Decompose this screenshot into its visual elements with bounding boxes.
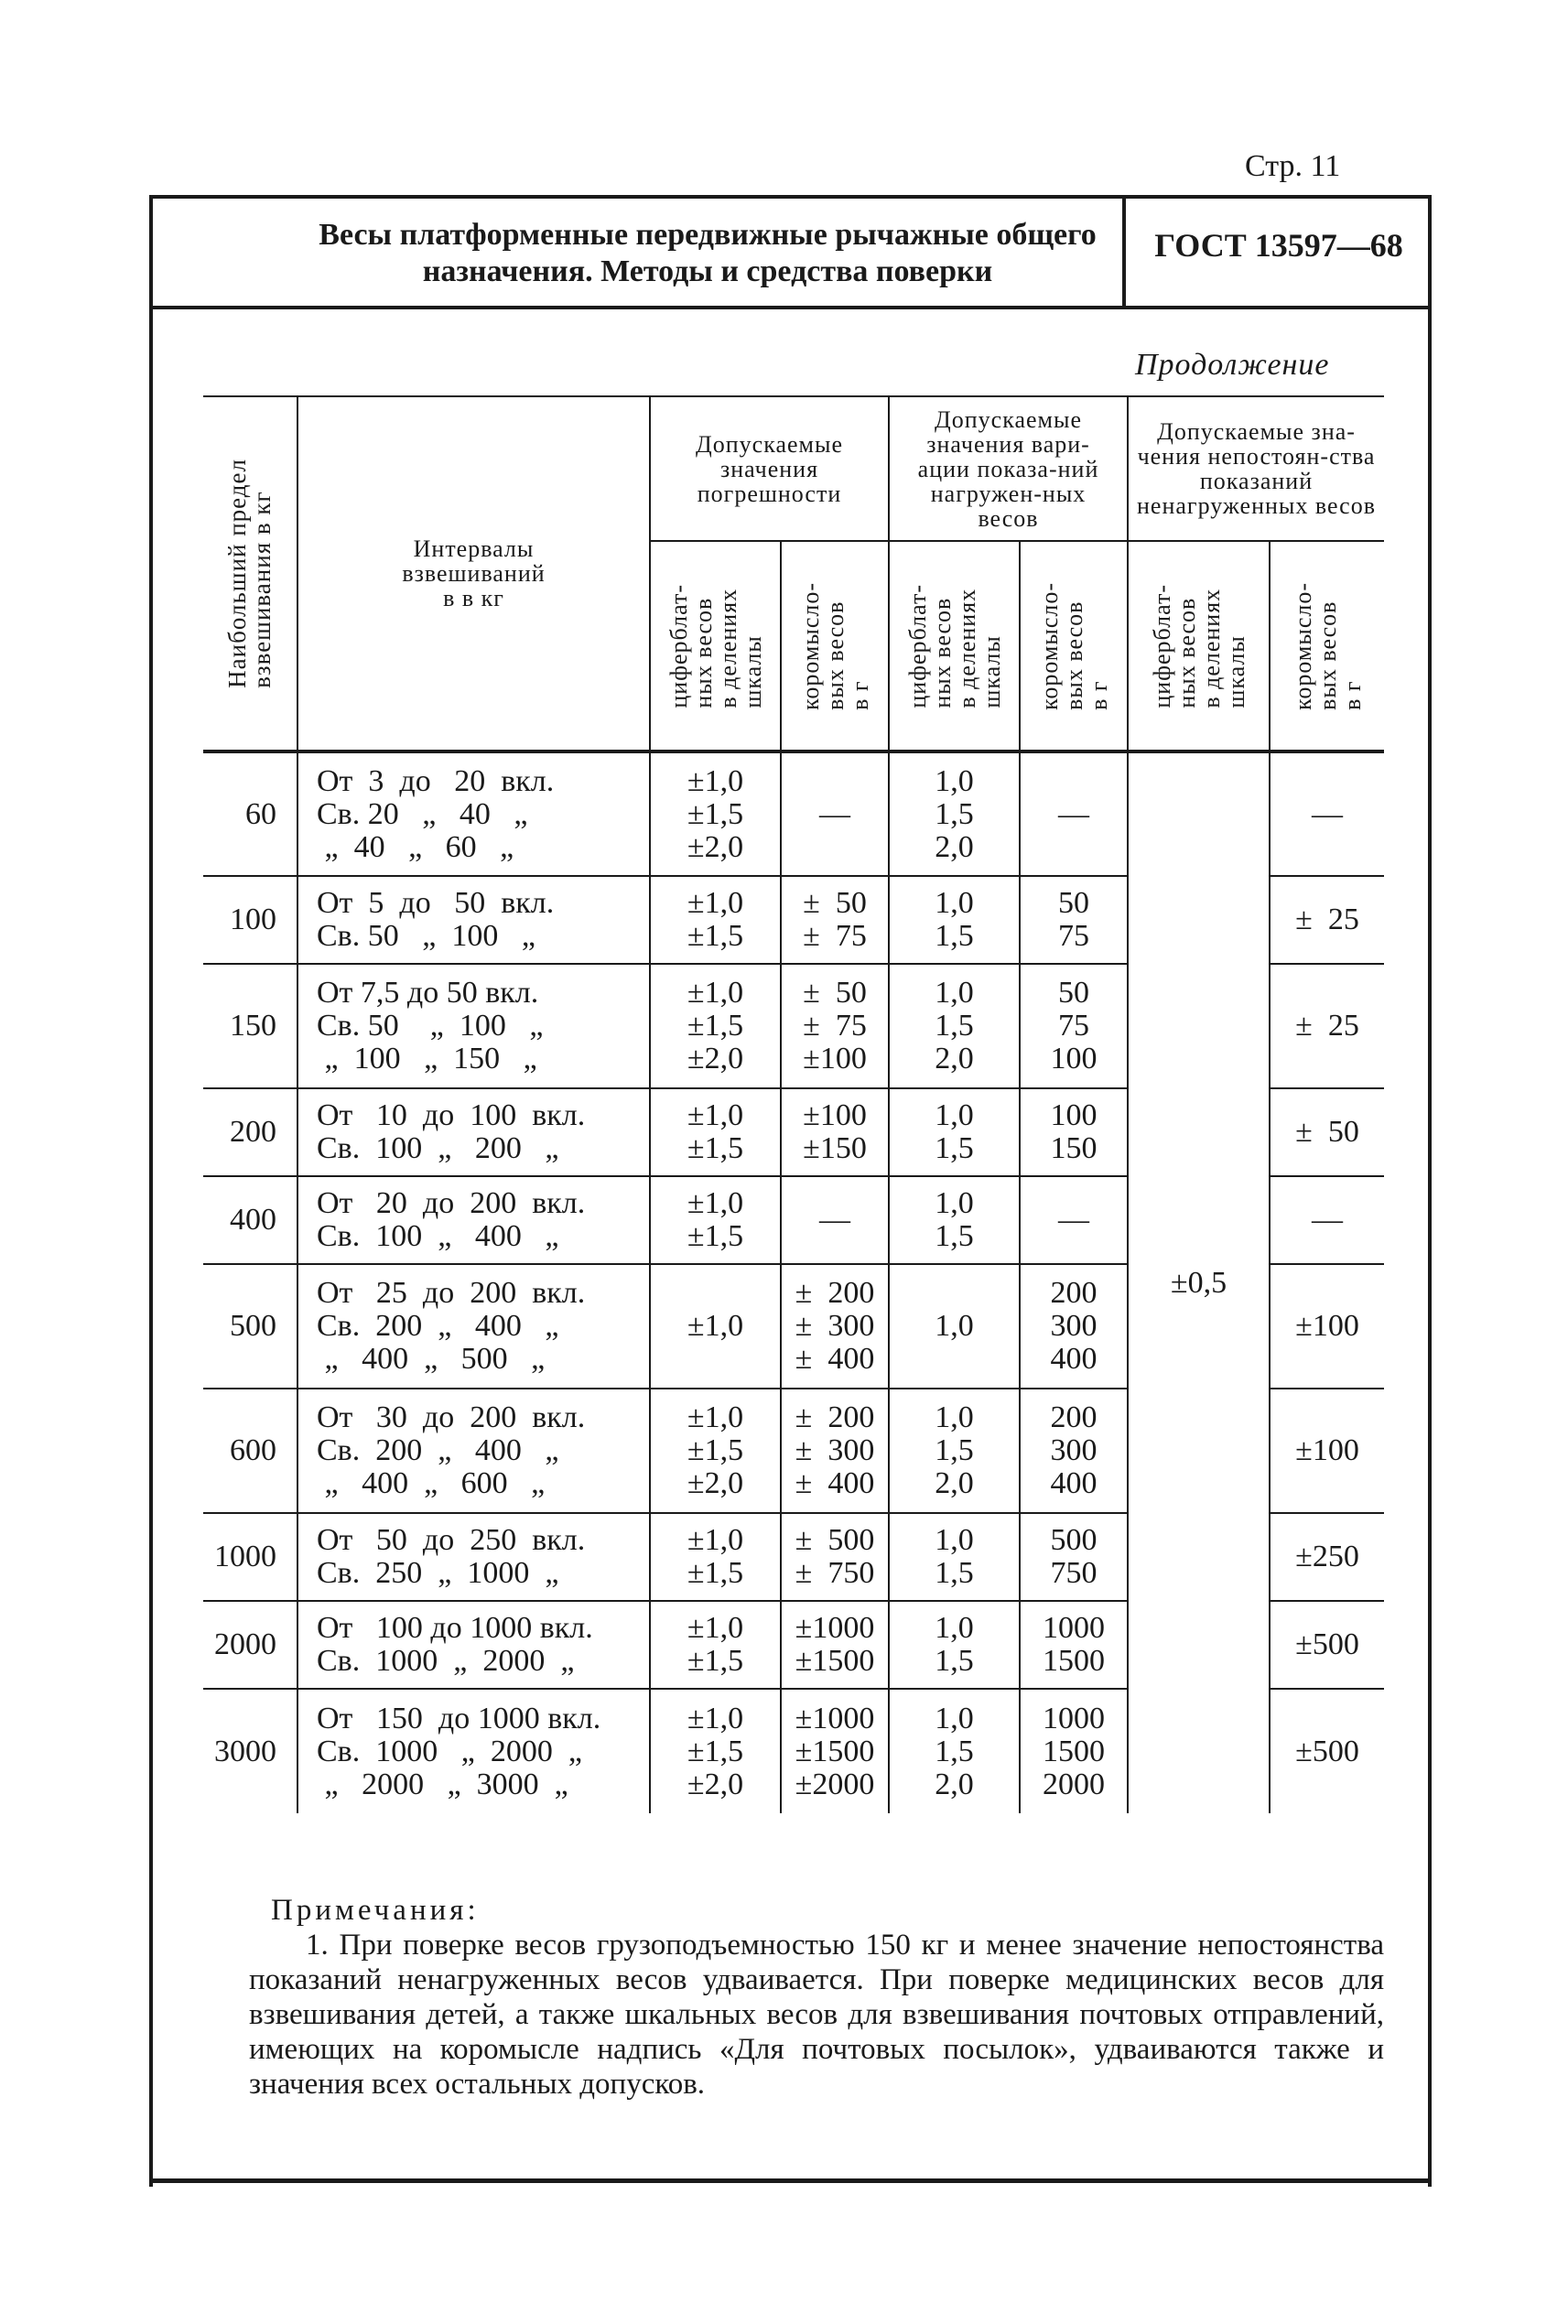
inst-beam-cell: ± 50 <box>1270 1088 1384 1176</box>
err-dial-cell: ±1,0 ±1,5 <box>650 1176 781 1264</box>
load-cell: 60 <box>203 751 297 876</box>
err-dial-cell: ±1,0 ±1,5 ±2,0 <box>650 1689 781 1813</box>
sub-err-beam-header: коромысло- вых весов в г <box>781 541 889 751</box>
var-beam-cell: 200 300 400 <box>1020 1389 1128 1513</box>
inst-beam-cell: — <box>1270 1176 1384 1264</box>
notes-title: Примечания: <box>271 1894 480 1927</box>
var-beam-cell: 100 150 <box>1020 1088 1128 1176</box>
intervals-cell: От 5 до 50 вкл. Св. 50 „ 100 „ <box>297 876 650 964</box>
err-beam-cell: ± 50 ± 75 <box>781 876 889 964</box>
sub-err-dial-header: циферблат- ных весов в делениях шкалы <box>650 541 781 751</box>
var-dial-cell: 1,0 1,5 2,0 <box>889 964 1020 1088</box>
col-max-load-header: Наибольший предел взвешивания в кг <box>203 396 297 751</box>
err-beam-cell: ± 500 ± 750 <box>781 1513 889 1601</box>
err-beam-cell: — <box>781 751 889 876</box>
var-dial-cell: 1,0 1,5 <box>889 1088 1020 1176</box>
intervals-cell: От 150 до 1000 вкл. Св. 1000 „ 2000 „ „ 2000 „ 3000 „ <box>297 1689 650 1813</box>
var-beam-cell: 50 75 100 <box>1020 964 1128 1088</box>
page-number: Стр. 11 <box>1245 149 1341 183</box>
inst-beam-cell: ±100 <box>1270 1264 1384 1389</box>
var-dial-cell: 1,0 <box>889 1264 1020 1389</box>
intervals-cell: От 10 до 100 вкл. Св. 100 „ 200 „ <box>297 1088 650 1176</box>
err-beam-cell: ± 50 ± 75 ±100 <box>781 964 889 1088</box>
var-beam-cell: 500 750 <box>1020 1513 1128 1601</box>
intervals-cell: От 7,5 до 50 вкл. Св. 50 „ 100 „ „ 100 „ 150 „ <box>297 964 650 1088</box>
title-line-2: назначения. Методы и средства поверки <box>422 254 993 288</box>
var-dial-cell: 1,0 1,5 <box>889 876 1020 964</box>
notes <box>249 1893 1384 2102</box>
err-dial-cell: ±1,0 ±1,5 ±2,0 <box>650 751 781 876</box>
var-dial-cell: 1,0 1,5 2,0 <box>889 1389 1020 1513</box>
load-cell: 1000 <box>203 1513 297 1601</box>
group-instability-header: Допускаемые зна-чения непостоян-ства показаний ненагруженных весов <box>1128 396 1384 541</box>
err-dial-cell: ±1,0 ±1,5 <box>650 876 781 964</box>
err-beam-cell: ±1000 ±1500 ±2000 <box>781 1689 889 1813</box>
err-beam-cell: ±100 ±150 <box>781 1088 889 1176</box>
group-variation-header: Допускаемые значения вари-ации показа-ний нагружен-ных весов <box>889 396 1128 541</box>
load-cell: 100 <box>203 876 297 964</box>
col-intervals-header: Интервалы взвешиваний в в кг <box>297 396 650 751</box>
group-error-header: Допускаемые значения погрешности <box>650 396 889 541</box>
inst-beam-cell: ±100 <box>1270 1389 1384 1513</box>
document-header <box>149 199 1432 309</box>
load-cell: 600 <box>203 1389 297 1513</box>
title-line-1: Весы платформенные передвижные рычажные общего <box>319 218 1097 252</box>
continuation-label: Продолжение <box>1135 348 1330 382</box>
intervals-cell: От 25 до 200 вкл. Св. 200 „ 400 „ „ 400 „ 500 „ <box>297 1264 650 1389</box>
var-beam-cell: 50 75 <box>1020 876 1128 964</box>
var-beam-cell: 1000 1500 <box>1020 1601 1128 1689</box>
err-beam-cell: ± 200 ± 300 ± 400 <box>781 1389 889 1513</box>
tolerance-table <box>203 395 1384 1813</box>
load-cell: 3000 <box>214 1734 276 1768</box>
err-dial-cell: ±1,0 ±1,5 ±2,0 <box>650 964 781 1088</box>
inst-beam-cell: ±500 <box>1270 1689 1384 1813</box>
err-dial-cell: ±1,0 ±1,5 <box>650 1513 781 1601</box>
var-dial-cell: 1,0 1,5 2,0 <box>889 1689 1020 1813</box>
intervals-cell: От 3 до 20 вкл. Св. 20 „ 40 „ „ 40 „ 60 „ <box>297 751 650 876</box>
bottom-rule <box>149 2178 1432 2183</box>
load-cell: 2000 <box>203 1601 297 1689</box>
document-title <box>168 217 1248 290</box>
table-row <box>203 751 1384 876</box>
intervals-cell: От 30 до 200 вкл. Св. 200 „ 400 „ „ 400 „ 600 „ <box>297 1389 650 1513</box>
var-beam-cell: — <box>1020 1176 1128 1264</box>
inst-beam-cell: ±250 <box>1270 1513 1384 1601</box>
err-beam-cell: ± 200 ± 300 ± 400 <box>781 1264 889 1389</box>
intervals-cell: От 20 до 200 вкл. Св. 100 „ 400 „ <box>297 1176 650 1264</box>
err-dial-cell: ±1,0 ±1,5 ±2,0 <box>650 1389 781 1513</box>
var-dial-cell: 1,0 1,5 <box>889 1513 1020 1601</box>
load-cell: 200 <box>203 1088 297 1176</box>
sub-inst-dial-header: циферблат- ных весов в делениях шкалы <box>1128 541 1270 751</box>
inst-beam-cell: — <box>1270 751 1384 876</box>
var-beam-cell: 1000 1500 2000 <box>1020 1689 1128 1813</box>
err-beam-cell: — <box>781 1176 889 1264</box>
var-dial-cell: 1,0 1,5 <box>889 1176 1020 1264</box>
inst-beam-cell: ±500 <box>1270 1601 1384 1689</box>
var-beam-cell: — <box>1020 751 1128 876</box>
load-cell: 150 <box>203 964 297 1088</box>
err-dial-cell: ±1,0 <box>650 1264 781 1389</box>
err-dial-cell: ±1,0 ±1,5 <box>650 1601 781 1689</box>
notes-text: 1. При поверке весов грузоподъемностью 150 кг и менее значение непостоянства показаний ненагруженных весов удваивается. При поверке медицинских весов для взвешивания детей, а также шкальных весов для взвешивания почтовых отправлений, имеющих на коромысле надпись «Для почтовых посылок», удваиваются также и значения всех остальных допусков. <box>249 1929 1384 2101</box>
var-dial-cell: 1,0 1,5 <box>889 1601 1020 1689</box>
sub-inst-beam-header: коромысло- вых весов в г <box>1270 541 1384 751</box>
inst-beam-cell: ± 25 <box>1270 876 1384 964</box>
standard-number: ГОСТ 13597—68 <box>1154 227 1403 264</box>
sub-var-beam-header: коромысло- вых весов в г <box>1020 541 1128 751</box>
inst-dial-common-cell: ±0,5 <box>1128 751 1270 1813</box>
var-beam-cell: 200 300 400 <box>1020 1264 1128 1389</box>
inst-beam-cell: ± 25 <box>1270 964 1384 1088</box>
intervals-cell: От 50 до 250 вкл. Св. 250 „ 1000 „ <box>297 1513 650 1601</box>
err-beam-cell: ±1000 ±1500 <box>781 1601 889 1689</box>
intervals-cell: От 100 до 1000 вкл. Св. 1000 „ 2000 „ <box>297 1601 650 1689</box>
err-dial-cell: ±1,0 ±1,5 <box>650 1088 781 1176</box>
load-cell: 400 <box>203 1176 297 1264</box>
load-cell: 500 <box>203 1264 297 1389</box>
sub-var-dial-header: циферблат- ных весов в делениях шкалы <box>889 541 1020 751</box>
var-dial-cell: 1,0 1,5 2,0 <box>889 751 1020 876</box>
